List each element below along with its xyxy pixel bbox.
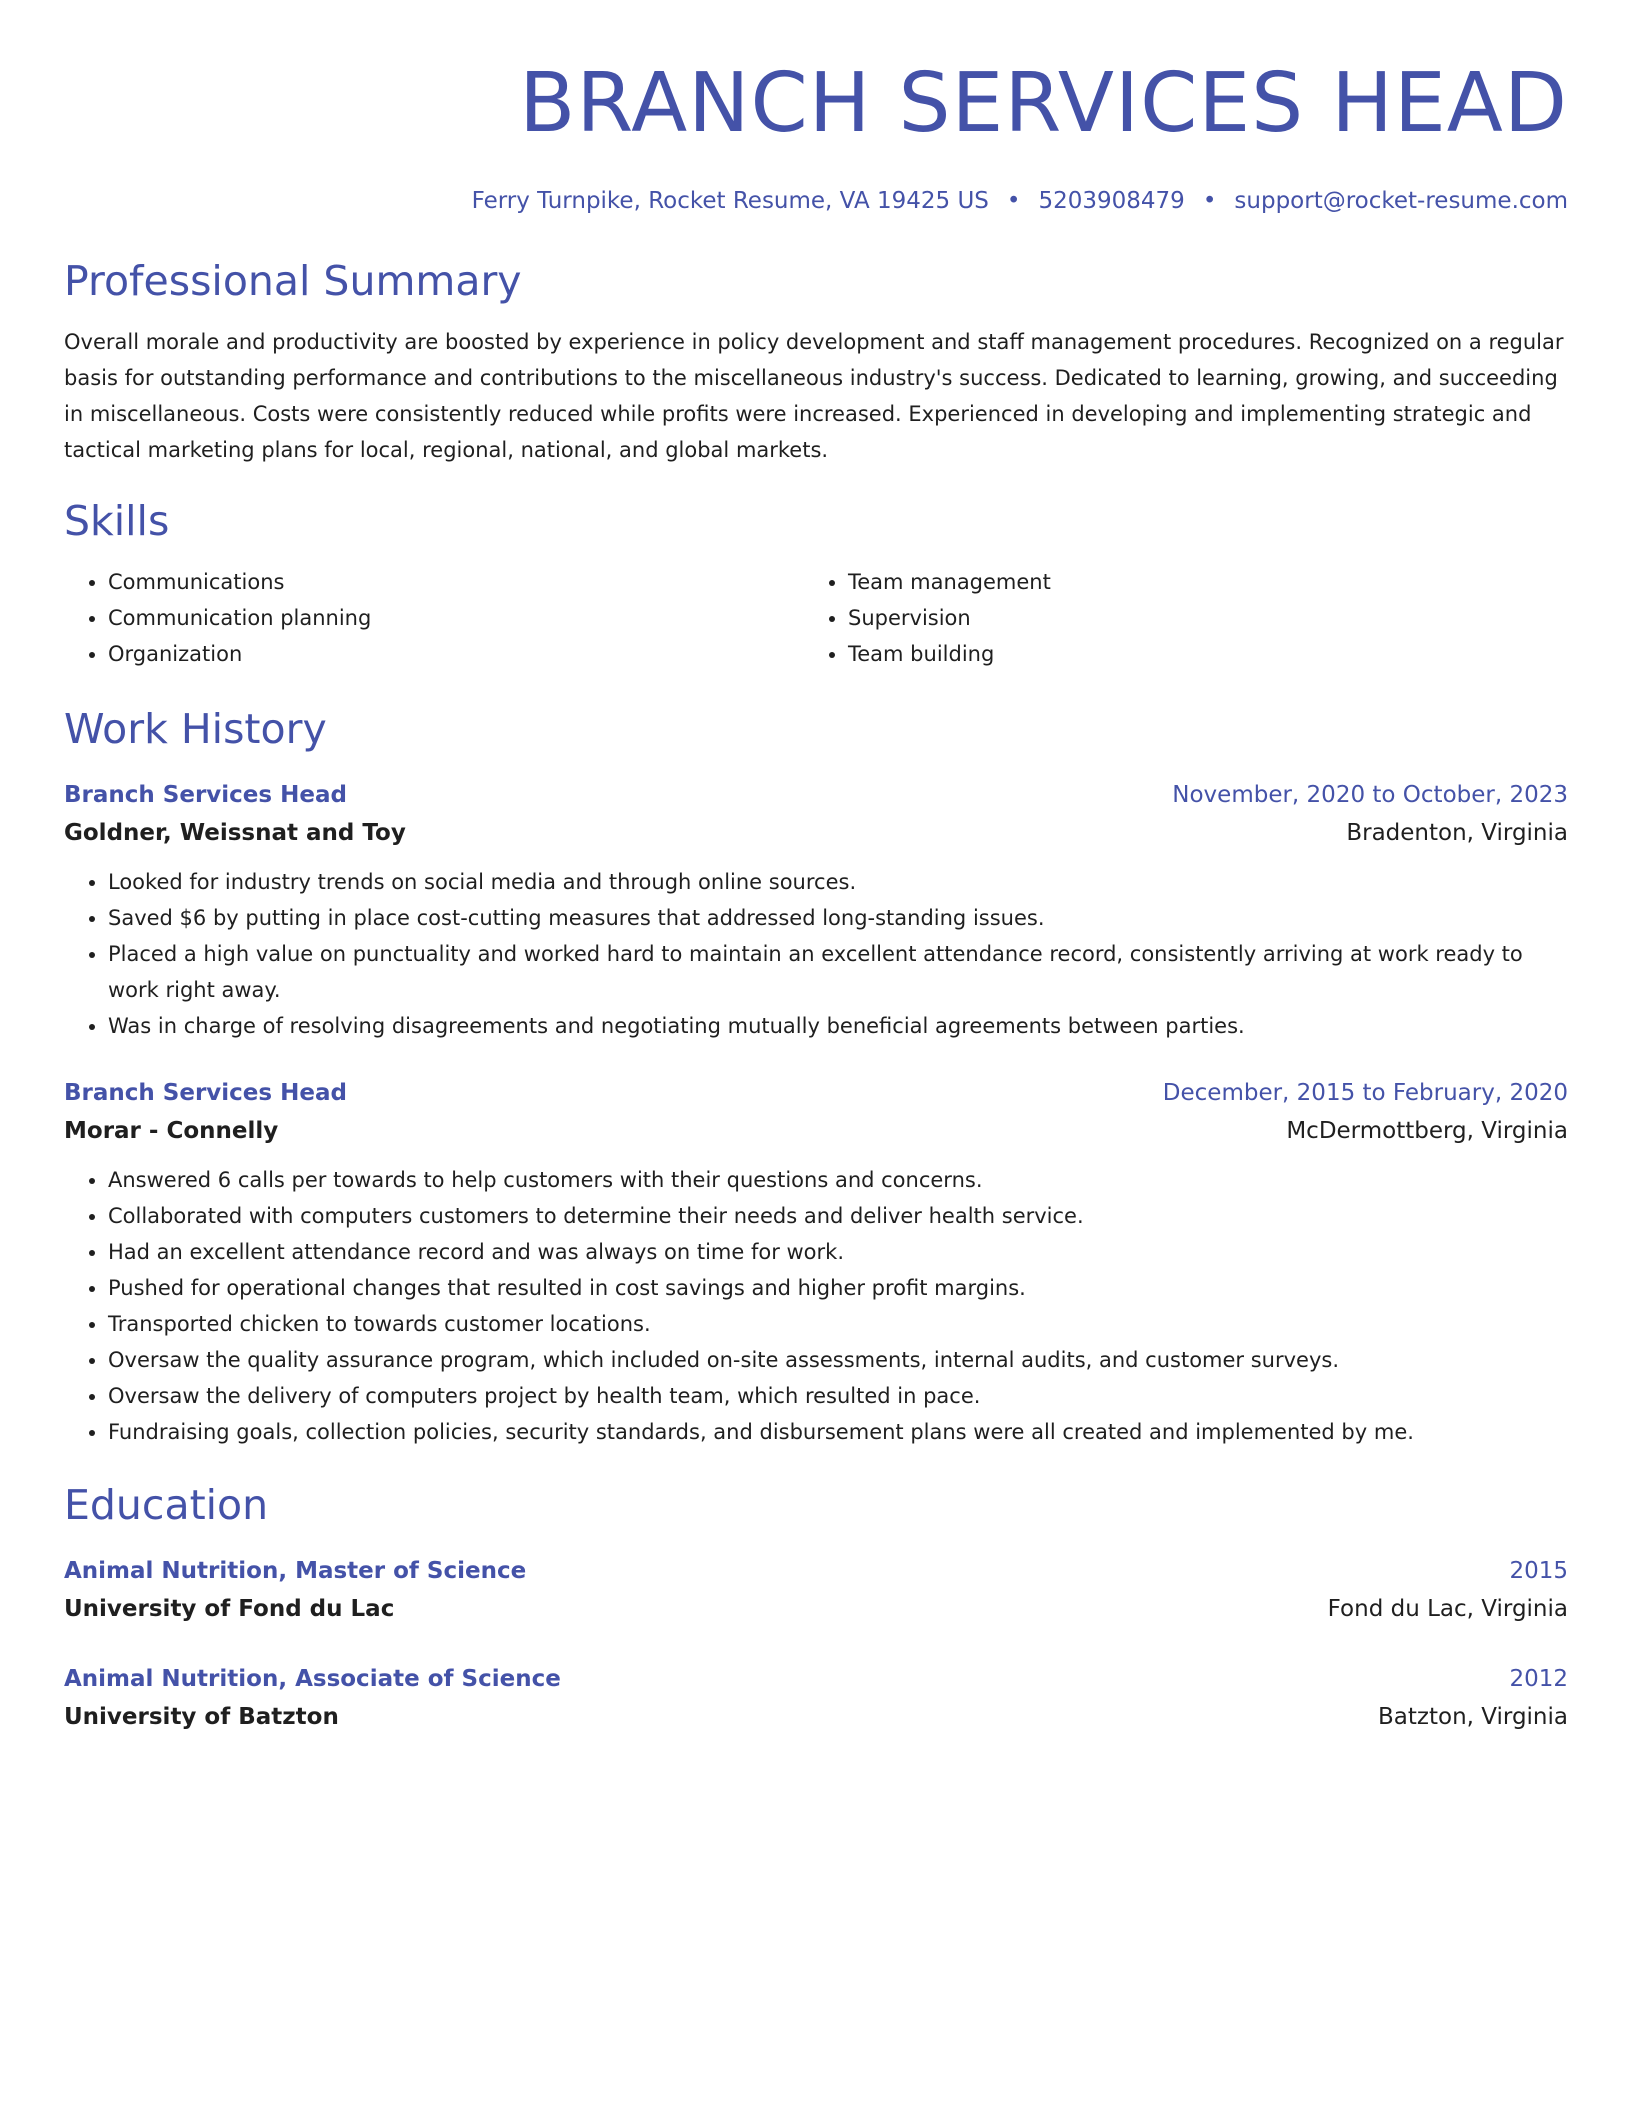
employer-name: Goldner, Weissnat and Toy <box>64 820 406 846</box>
contact-line <box>64 186 1568 216</box>
graduation-year: 2015 <box>1509 1558 1568 1584</box>
contact-address: Ferry Turnpike, Rocket Resume, VA 19425 US <box>471 188 989 214</box>
contact-phone: 5203908479 <box>1038 188 1185 214</box>
job-title: Branch Services Head <box>64 782 347 808</box>
education-entry <box>64 1664 1568 1732</box>
job-bullet: • Pushed for operational changes that resulted in cost savings and higher profit margins. <box>108 1270 1568 1306</box>
skill-item: • Supervision <box>848 600 1544 636</box>
job-bullet: • Fundraising goals, collection policies, security standards, and disbursement plans were all created and implemented by me. <box>108 1414 1568 1450</box>
employer-name: Morar - Connelly <box>64 1118 279 1144</box>
resume-name: BRANCH SERVICES HEAD <box>519 56 1568 151</box>
degree-title: Animal Nutrition, Associate of Science <box>64 1666 561 1692</box>
skill-item: • Communication planning <box>108 600 804 636</box>
job-title: Branch Services Head <box>64 1080 347 1106</box>
job-bullets <box>64 864 1568 1044</box>
job-bullet: • Answered 6 calls per towards to help customers with their questions and concerns. <box>108 1162 1568 1198</box>
summary-heading: Professional Summary <box>64 257 522 305</box>
education-heading: Education <box>64 1481 269 1529</box>
contact-separator: • <box>1006 188 1021 214</box>
school-name: University of Batzton <box>64 1704 339 1730</box>
job-bullet: • Oversaw the quality assurance program, which included on-site assessments, internal audits, and customer surveys. <box>108 1342 1568 1378</box>
job-bullet: • Looked for industry trends on social media and through online sources. <box>108 864 1568 900</box>
school-location: Fond du Lac, Virginia <box>1327 1596 1568 1622</box>
job-bullets <box>64 1162 1568 1450</box>
school-location: Batzton, Virginia <box>1378 1704 1568 1730</box>
skills-column-left <box>64 564 804 672</box>
work-history-heading: Work History <box>64 705 327 753</box>
job-bullet: • Collaborated with computers customers to determine their needs and deliver health service. <box>108 1198 1568 1234</box>
contact-email: support@rocket-resume.com <box>1234 188 1568 214</box>
job-location: Bradenton, Virginia <box>1346 820 1568 846</box>
job-bullet: • Saved $6 by putting in place cost-cutting measures that addressed long-standing issues. <box>108 900 1568 936</box>
job-location: McDermottberg, Virginia <box>1286 1118 1568 1144</box>
job-bullet: • Placed a high value on punctuality and worked hard to maintain an excellent attendance record, consistently arriving at work ready to work right away. <box>108 936 1568 1008</box>
skills-heading: Skills <box>64 497 170 545</box>
job-bullet: • Was in charge of resolving disagreements and negotiating mutually beneficial agreements between parties. <box>108 1008 1568 1044</box>
job-bullet: • Transported chicken to towards customer locations. <box>108 1306 1568 1342</box>
job-dates: November, 2020 to October, 2023 <box>1172 782 1568 808</box>
skill-item: • Organization <box>108 636 804 672</box>
education-entry <box>64 1556 1568 1624</box>
job-dates: December, 2015 to February, 2020 <box>1162 1080 1568 1106</box>
work-entry <box>64 1078 1568 1450</box>
skill-item: • Team management <box>848 564 1544 600</box>
work-entry <box>64 780 1568 1044</box>
job-bullet: • Had an excellent attendance record and was always on time for work. <box>108 1234 1568 1270</box>
contact-separator: • <box>1202 188 1217 214</box>
skill-item: • Team building <box>848 636 1544 672</box>
school-name: University of Fond du Lac <box>64 1596 395 1622</box>
skills-column-right <box>804 564 1544 672</box>
degree-title: Animal Nutrition, Master of Science <box>64 1558 527 1584</box>
summary-text: Overall morale and productivity are boosted by experience in policy development and staff management procedures. Recognized on a regular basis for outstanding performance and contributions to the miscellaneous industry's success. Dedicated to learning, growing, and succeeding in miscellaneous. Costs were consistently reduced while profits were increased. Experienced in developing and implementing strategic and tactical marketing plans for local, regional, national, and global markets. <box>64 330 1564 462</box>
skill-item: • Communications <box>108 564 804 600</box>
job-bullet: • Oversaw the delivery of computers project by health team, which resulted in pace. <box>108 1378 1568 1414</box>
skills-list <box>64 564 1568 672</box>
graduation-year: 2012 <box>1509 1666 1568 1692</box>
